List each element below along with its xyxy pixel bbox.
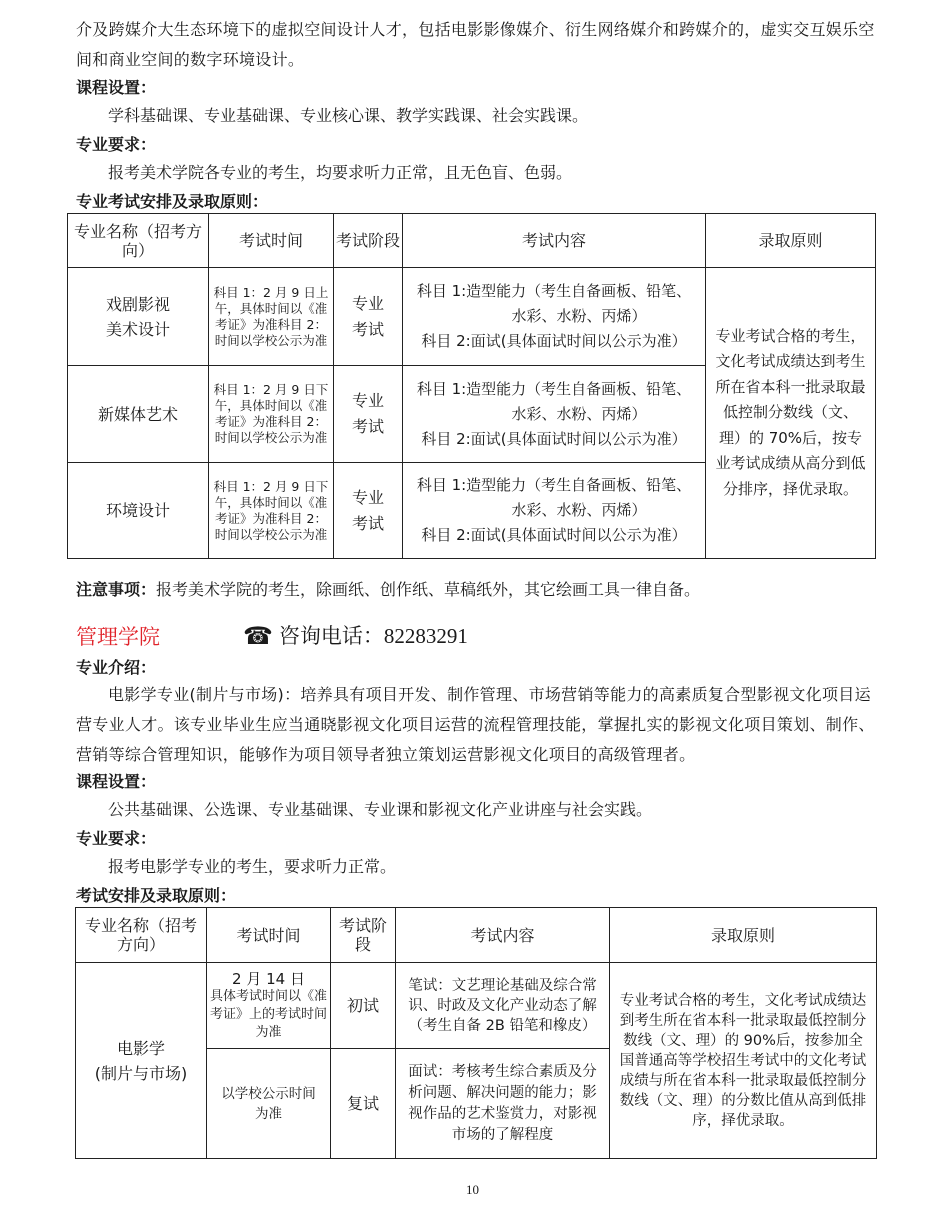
exam-time-cell: 科目 1：2 月 9 日上午，具体时间以《准考证》为准科目 2：时间以学校公示为准 [209,268,334,366]
mgmt-exam-heading: 考试安排及录取原则： [76,886,237,905]
major-name: 环境设计 [105,501,170,520]
major-cell [68,366,209,463]
exam-time-cell: 科目 1：2 月 9 日下午，具体时间以《准考证》为准科目 2：时间以学校公示为准 [209,463,334,559]
exam-content-cell [403,463,706,559]
exam-content-cell [403,366,706,463]
content-line3: 科目 2:面试(具体面试时间以公示为准） [421,332,687,350]
major-cell [76,963,207,1159]
exam-content-cell: 笔试：文艺理论基础及综合常识、时政及文化产业动态了解（考生自备 2B 铅笔和橡皮） [396,963,610,1049]
intro-continued-text: 介及跨媒介大生态环境下的虚拟空间设计人才，包括电影影像媒介、衍生网络媒介和跨媒介的，虚实交互娱乐空间和商业空间的数字环境设计。 [76,20,875,69]
page-number: 10 [466,1182,479,1197]
header-content: 考试内容 [403,214,706,268]
exam-stage-cell [334,268,403,366]
note-text: 报考美术学院的考生，除画纸、创作纸、草稿纸外，其它绘画工具一律自备。 [156,580,701,599]
exam-date: 2 月 14 日 [232,969,305,988]
content-line1: 科目 1:造型能力（考生自备画板、铅笔、 [416,379,692,398]
mgmt-course-heading: 课程设置： [76,772,157,791]
phone-number: 82283291 [383,624,468,648]
stage-line1: 专业 [351,391,384,410]
exam-content-cell [403,268,706,366]
telephone-icon: ☎ [243,622,273,650]
major-cell [68,463,209,559]
content-line2: 水彩、水粉、丙烯） [511,501,647,519]
header-time: 考试时间 [209,214,334,268]
major-name-line2: 美术设计 [105,319,170,339]
exam-time-cell: 以学校公示时间为准 [207,1049,331,1159]
major-name: 新媒体艺术 [97,404,178,424]
content-line3: 科目 2:面试(具体面试时间以公示为准） [421,429,687,448]
table-row [68,268,876,366]
mgmt-exam-table [75,907,877,1159]
consult-phone [243,620,468,652]
mgmt-intro-text: 电影学专业(制片与市场)：培养具有项目开发、制作管理、市场营销等能力的高素质复合型影视文化项目运营专业人才。该专业毕业生应当通晓影视文化项目运营的流程管理技能，掌握扎实的影视文化项目策划、制作、营销等综合管理知识，能够作为项目领导者独立策划运营影视文化项目的高级管理者。 [76,685,875,764]
exam-content-cell: 面试：考核考生综合素质及分析问题、解决问题的能力；影视作品的艺术鉴赏力，对影视市场的了解程度 [396,1049,610,1159]
content-line3: 科目 2:面试(具体面试时间以公示为准） [421,526,687,544]
header-time: 考试时间 [207,908,331,963]
mgmt-course-text: 公共基础课、公选课、专业基础课、专业课和影视文化产业讲座与社会实践。 [108,800,653,819]
art-note [76,578,700,602]
major-name: 戏剧影视 [105,294,170,314]
exam-stage-cell [334,366,403,463]
exam-stage-cell: 初试 [331,963,396,1049]
note-label: 注意事项： [76,580,157,599]
art-requirement-heading: 专业要求： [76,135,157,154]
content-line2: 水彩、水粉、丙烯） [511,404,647,423]
stage-line2: 考试 [351,319,384,339]
major-cell [68,268,209,366]
stage-line2: 考试 [351,513,384,533]
header-content: 考试内容 [396,908,610,963]
art-exam-heading: 专业考试安排及录取原则： [76,192,269,211]
table-row [76,963,877,1049]
mgmt-intro-heading: 专业介绍： [76,658,157,677]
mgmt-requirement-heading: 专业要求： [76,829,157,848]
content-line1: 科目 1:造型能力（考生自备画板、铅笔、 [416,282,692,300]
header-rule: 录取原则 [706,214,876,268]
stage-line2: 考试 [351,417,384,436]
header-stage: 考试阶段 [331,908,396,963]
exam-stage-cell: 复试 [331,1049,396,1159]
content-line1: 科目 1:造型能力（考生自备画板、铅笔、 [416,476,692,494]
header-stage: 考试阶段 [334,214,403,268]
exam-time-cell: 科目 1：2 月 9 日下午，具体时间以《准考证》为准科目 2：时间以学校公示为准 [209,366,334,463]
exam-time-note: 具体考试时间以《准考证》上的考试时间为准 [209,988,327,1040]
header-major: 专业名称（招考方向） [68,214,209,268]
major-name-line2: (制片与市场) [94,1063,188,1083]
admission-rule-cell: 专业考试合格的考生，文化考试成绩达到考生所在省本科一批录取最低控制分数线（文、理）的 90%后，按参加全国普通高等学校招生考试中的文化考试成绩与所在省本科一批录取最低控制分数线（文、理）的分数比值从高到低排序，择优录取。 [610,963,877,1159]
table-header-row [68,214,876,268]
header-major: 专业名称（招考方向） [76,908,207,963]
art-course-heading: 课程设置： [76,78,157,97]
art-exam-table [67,213,876,559]
art-requirement-text: 报考美术学院各专业的考生，均要求听力正常，且无色盲、色弱。 [108,163,573,182]
content-line2: 水彩、水粉、丙烯） [511,307,647,325]
exam-time-cell [207,963,331,1049]
stage-line1: 专业 [351,293,384,313]
phone-label: 咨询电话： [278,624,384,648]
mgmt-requirement-text: 报考电影学专业的考生，要求听力正常。 [108,857,397,876]
header-rule: 录取原则 [610,908,877,963]
major-name: 电影学 [116,1038,165,1058]
admission-rule-cell: 专业考试合格的考生，文化考试成绩达到考生所在省本科一批录取最低控制分数线（文、理）的 70%后，按专业考试成绩从高分到低分排序，择优录取。 [706,268,876,559]
stage-line1: 专业 [351,487,384,507]
college-title: 管理学院 [76,625,160,649]
table-header-row [76,908,877,963]
art-course-text: 学科基础课、专业基础课、专业核心课、教学实践课、社会实践课。 [108,106,589,125]
exam-stage-cell [334,463,403,559]
